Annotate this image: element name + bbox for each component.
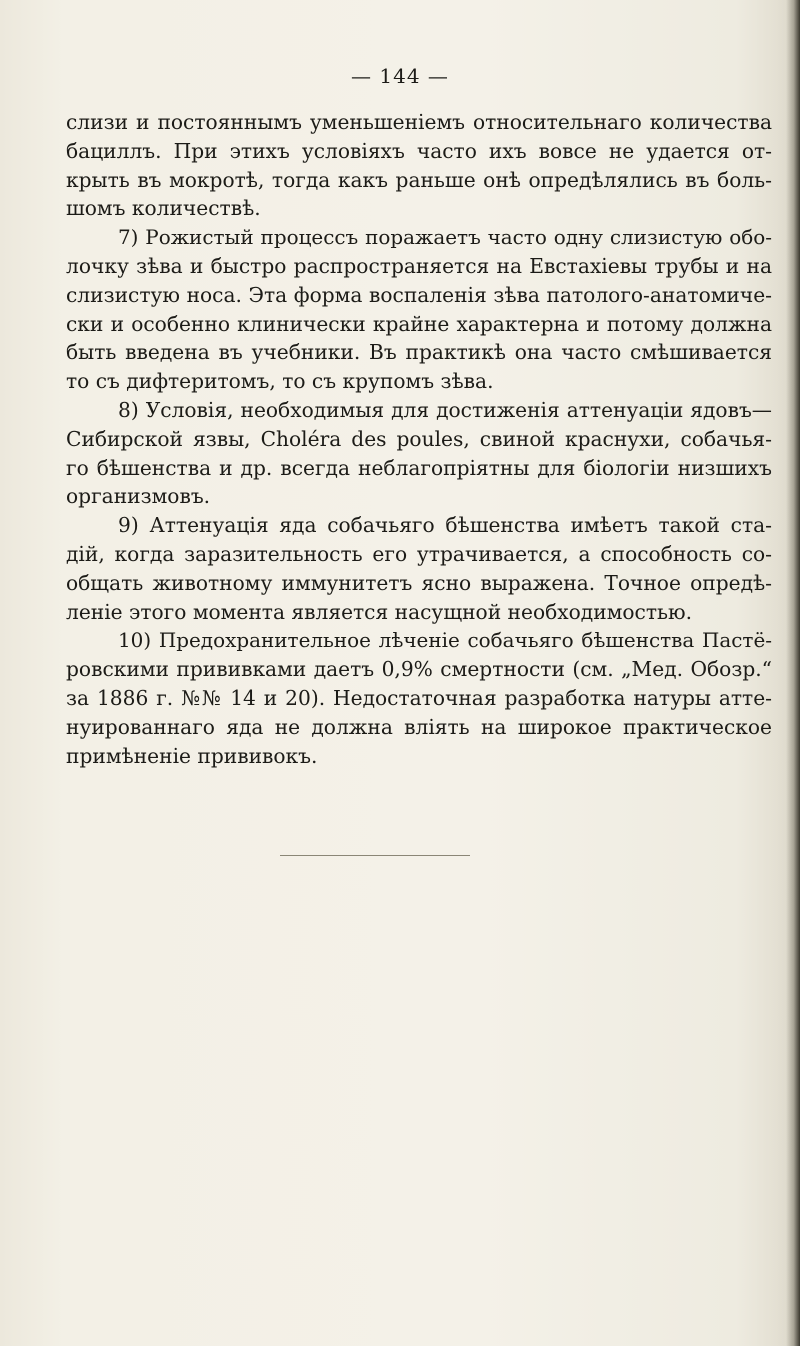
text-line: Сибирской язвы, Cholе́ra des poules, свиной краснухи, собачья-	[66, 426, 772, 451]
text-line: слизистую носа. Эта форма воспаленія зѣва патолого-анатомиче-	[66, 282, 772, 307]
text-line: то съ дифтеритомъ, то съ крупомъ зѣва.	[66, 369, 494, 394]
text-line: ски и особенно клинически крайне характерна и потому должна	[66, 311, 772, 336]
text-line: 7) Рожистый процессъ поражаетъ часто одну слизистую обо-	[118, 225, 772, 250]
text-line: слизи и постояннымъ уменьшеніемъ относительнаго количества	[66, 110, 772, 134]
text-line: примѣненіе прививокъ.	[66, 743, 318, 768]
text-line: ровскими прививками даетъ 0,9% смертности (см. „Мед. Обозр.“	[66, 657, 772, 682]
text-line: крыть въ мокротѣ, тогда какъ раньше онѣ опредѣлялись въ боль-	[66, 167, 772, 192]
text-line: дій, когда заразительность его утрачивается, а способность со-	[66, 541, 772, 566]
text-line: го бѣшенства и др. всегда неблагопріятны для біологіи низшихъ	[66, 455, 772, 480]
text-line: нуированнаго яда не должна вліять на широкое практическое	[66, 714, 772, 739]
text-line: 10) Предохранительное лѣченіе собачьяго бѣшенства Пастё-	[118, 628, 772, 653]
page-edge-shadow	[786, 0, 800, 1346]
text-line: леніе этого момента является насущной необходимостью.	[66, 599, 693, 624]
text-line: быть введена въ учебники. Въ практикѣ она часто смѣшивается	[66, 340, 772, 365]
page-number: — 144 —	[351, 64, 449, 88]
text-line: за 1886 г. №№ 14 и 20). Недостаточная разработка натуры атте-	[66, 685, 772, 710]
separator-rule	[280, 855, 470, 856]
text-line: лочку зѣва и быстро распространяется на Евстахіевы трубы и на	[66, 253, 772, 278]
body-text	[66, 108, 772, 770]
text-line: общать животному иммунитетъ ясно выражена. Точное опредѣ-	[66, 570, 772, 595]
text-line: бациллъ. При этихъ условіяхъ часто ихъ вовсе не удается от-	[66, 138, 772, 163]
text-line: организмовъ.	[66, 484, 211, 509]
text-line: шомъ количествѣ.	[66, 196, 261, 221]
text-line: 8) Условія, необходимыя для достиженія аттенуаціи ядовъ—	[118, 397, 772, 422]
text-line: 9) Аттенуація яда собачьяго бѣшенства имѣетъ такой ста-	[118, 513, 772, 538]
